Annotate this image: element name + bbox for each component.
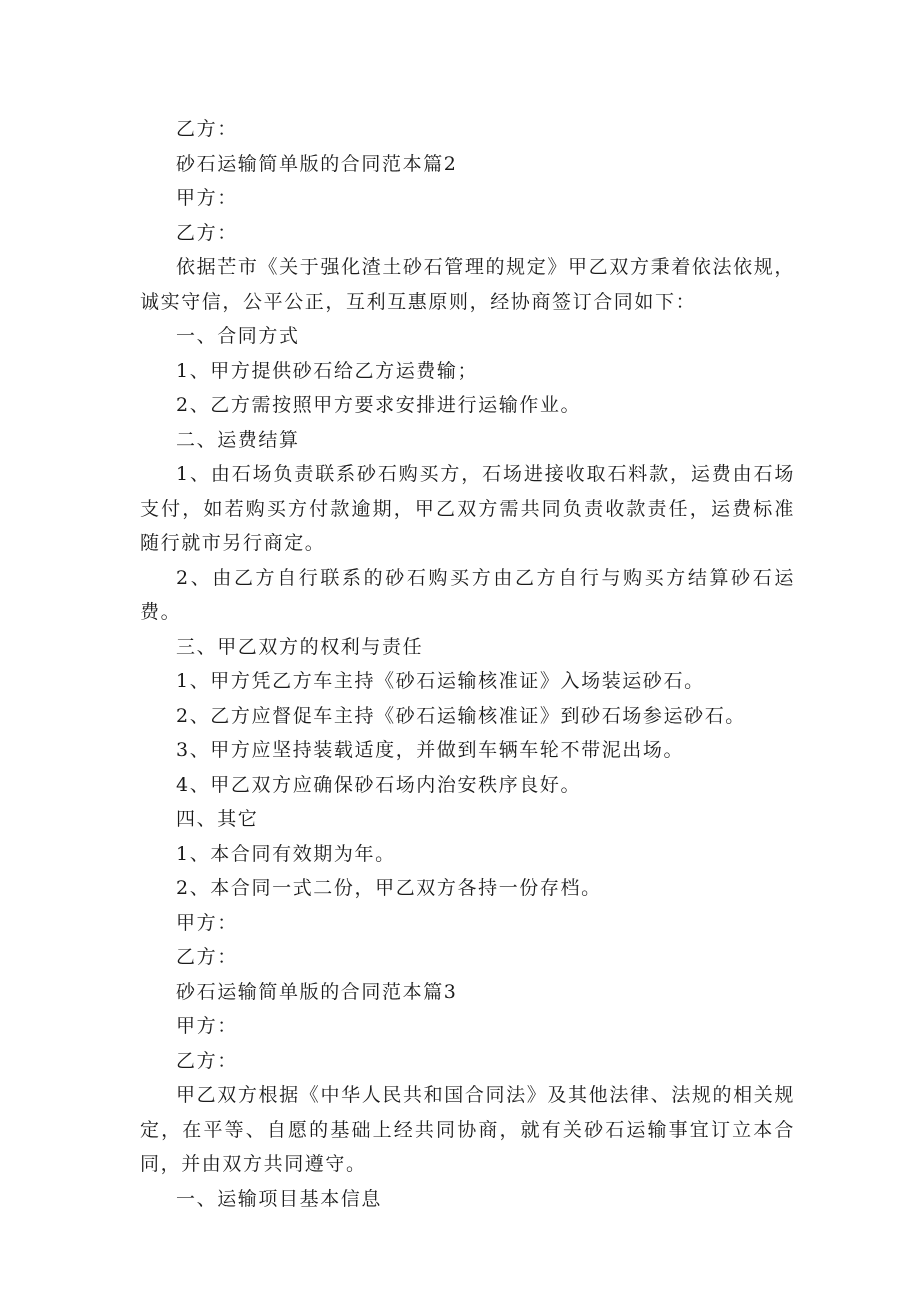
clause-heading: 四、其它 <box>176 808 259 830</box>
party-b-label: 乙方： <box>176 946 238 968</box>
clause-item: 1、甲方凭乙方车主持《砂石运输核准证》入场装运砂石。 <box>176 670 705 692</box>
clause-item: 1、由石场负责联系砂石购买方，石场进接收取石料款，运费由石场支付，如若购买方付款逾期，甲乙双方需共同负责收款责任，运费标准随行就市另行商定。 <box>140 463 795 554</box>
body-paragraph: 依据芒市《关于强化渣土砂石管理的规定》甲乙双方秉着依法依规，诚实守信，公平公正，互利互惠原则，经协商签订合同如下： <box>140 256 795 313</box>
clause-item: 1、本合同有效期为年。 <box>176 842 396 865</box>
party-a-label: 甲方： <box>176 187 238 209</box>
clause-item: 2、乙方应督促车主持《砂石运输核准证》到砂石场参运砂石。 <box>176 704 746 727</box>
body-paragraph: 甲乙双方根据《中华人民共和国合同法》及其他法律、法规的相关规定，在平等、自愿的基础上经共同协商，就有关砂石运输事宜订立本合同，并由双方共同遵守。 <box>140 1084 795 1175</box>
clause-item: 2、由乙方自行联系的砂石购买方由乙方自行与购买方结算砂石运费。 <box>140 566 795 623</box>
clause-item: 3、甲方应坚持装载适度，并做到车辆车轮不带泥出场。 <box>176 739 685 761</box>
section-heading: 砂石运输简单版的合同范本篇2 <box>176 152 458 175</box>
clause-item: 4、甲乙双方应确保砂石场内治安秩序良好。 <box>176 773 582 796</box>
clause-heading: 一、合同方式 <box>176 325 300 347</box>
party-b-label: 乙方： <box>176 221 238 244</box>
party-b-label: 乙方： <box>176 1049 238 1072</box>
clause-heading: 二、运费结算 <box>176 428 300 451</box>
party-a-label: 甲方： <box>176 1015 238 1037</box>
clause-heading: 三、甲乙双方的权利与责任 <box>176 635 424 658</box>
section-heading: 砂石运输简单版的合同范本篇3 <box>176 980 458 1003</box>
clause-heading: 一、运输项目基本信息 <box>176 1187 383 1210</box>
clause-item: 1、甲方提供砂石给乙方运费输； <box>176 359 479 382</box>
document-body <box>140 112 795 1216</box>
clause-item: 2、乙方需按照甲方要求安排进行运输作业。 <box>176 394 582 416</box>
party-a-label: 甲方： <box>176 911 238 934</box>
clause-item: 2、本合同一式二份，甲乙双方各持一份存档。 <box>176 877 602 899</box>
party-b-label: 乙方： <box>176 118 238 140</box>
